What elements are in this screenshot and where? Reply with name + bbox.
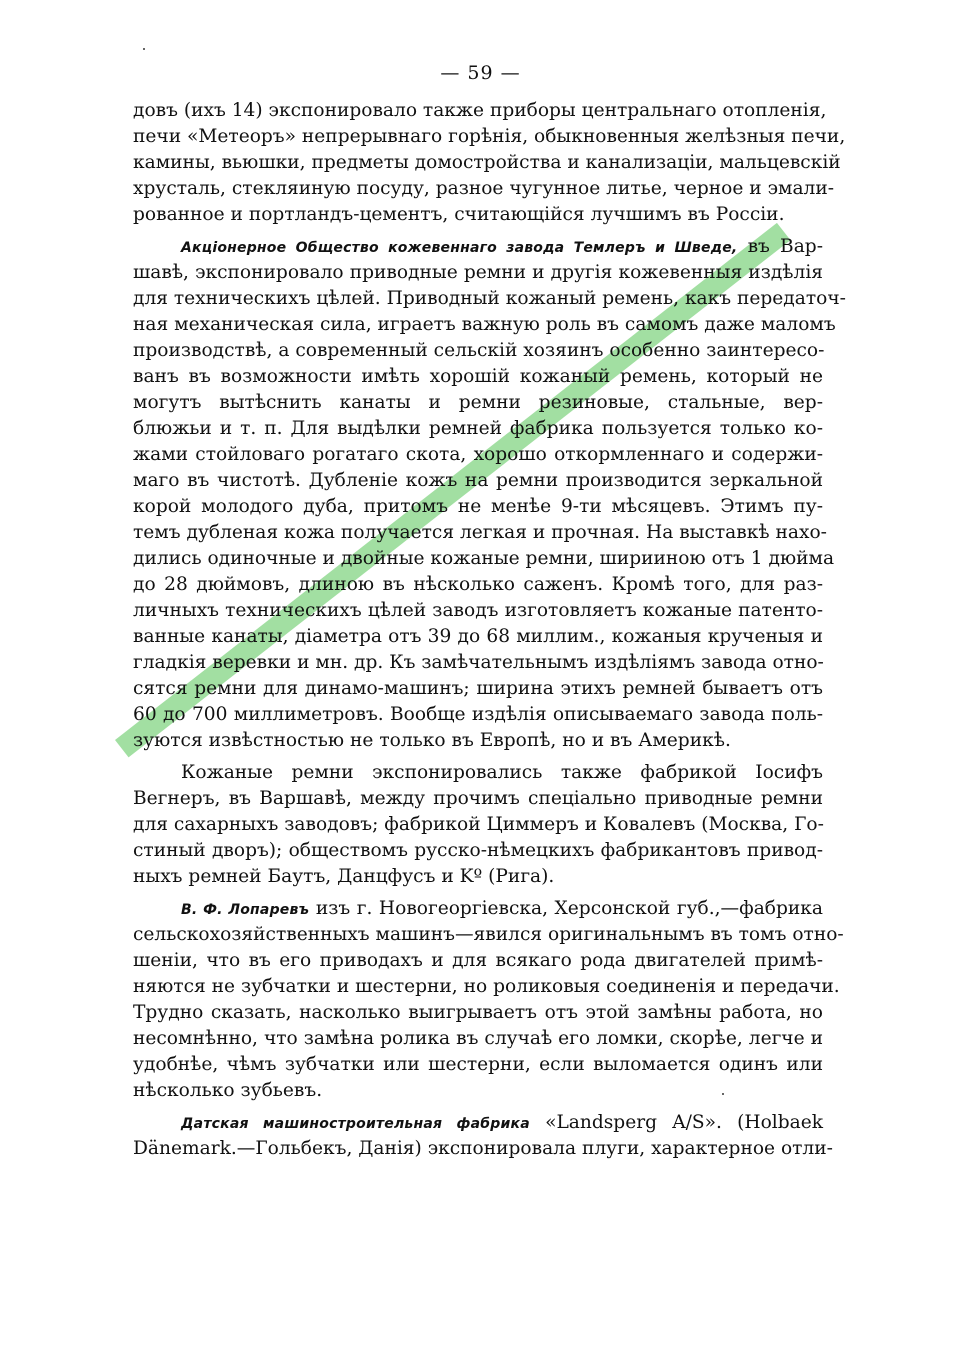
text-line: довъ (ихъ 14) экспонировало также приборы центральнаго отопленія, xyxy=(133,100,827,121)
line-text: «Landsperg A/S». (Holbaek xyxy=(545,1112,823,1133)
text-line: сятся ремни для динамо-машинъ; ширина этихъ ремней бываетъ отъ xyxy=(133,678,823,699)
text-line: производствѣ, а современный сельскій хозяинъ особенно заинтересо- xyxy=(133,340,825,361)
text-body xyxy=(133,98,846,1168)
text-line: темъ дубленая кожа получается легкая и прочная. На выставкѣ нахо- xyxy=(133,522,827,543)
text-line: для техническихъ цѣлей. Приводный кожаный ремень, какъ передаточ- xyxy=(133,288,846,309)
scan-speck xyxy=(143,48,145,50)
text-line xyxy=(133,234,823,260)
italic-lead: Акціонерное Общество кожевеннаго завода Темлеръ и Шведе, xyxy=(181,240,738,256)
text-line: Dänemark.—Гольбекъ, Данія) экспонировала плуги, характерное отли- xyxy=(133,1138,833,1159)
text-line: ванъ въ возможности имѣть хорошій кожаный ремень, который не xyxy=(133,366,823,387)
text-line: печи «Метеоръ» непрерывнаго горѣнія, обыкновенныя желѣзныя печи, xyxy=(133,126,846,147)
line-text: въ Вар- xyxy=(747,236,823,257)
paragraph xyxy=(133,896,844,1104)
text-line: ванные канаты, діаметра отъ 39 до 68 миллим., кожаныя крученыя и xyxy=(133,626,823,647)
text-line: жами стойловаго рогатаго скота, хорошо откормленнаго и содержи- xyxy=(133,444,823,465)
text-line: несомнѣнно, что замѣна ролика въ случаѣ его ломки, скорѣе, легче и xyxy=(133,1028,823,1049)
text-line: рованное и портландъ-цементъ, считающійся лучшимъ въ Россіи. xyxy=(133,204,785,225)
text-line: Вегнеръ, въ Варшавѣ, между прочимъ спеціально приводные ремни xyxy=(133,788,823,809)
text-line: удобнѣе, чѣмъ зубчатки или шестерни, если выломается одинъ или xyxy=(133,1054,823,1075)
text-line: шавѣ, экспонировало приводные ремни и другія кожевенныя издѣлія xyxy=(133,262,823,283)
text-line: стиный дворъ); обществомъ русско-нѣмецкихъ фабрикантовъ привод- xyxy=(133,840,823,861)
text-line xyxy=(133,896,823,922)
text-line: сельскохозяйственныхъ машинъ—явился оригинальнымъ въ томъ отно- xyxy=(133,924,844,945)
text-line: корой молодого дуба, притомъ не менѣе 9-ти мѣсяцевъ. Этимъ пу- xyxy=(133,496,823,517)
text-line: 60 до 700 миллиметровъ. Вообще издѣлія описываемаго завода поль- xyxy=(133,704,823,725)
text-line: нѣсколько зубьевъ. xyxy=(133,1080,323,1101)
text-line: зуются извѣстностью не только въ Европѣ, но и въ Америкѣ. xyxy=(133,730,731,751)
paragraph xyxy=(133,1110,833,1162)
page-number: — 59 — xyxy=(440,62,521,84)
paragraph xyxy=(133,760,823,890)
text-line: маго въ чистотѣ. Дубленіе кожъ на ремни производится зеркальной xyxy=(133,470,823,491)
paragraph xyxy=(133,234,846,754)
text-line: камины, вьюшки, предметы домостройства и канализаціи, мальцевскій xyxy=(133,152,841,173)
text-line: Трудно сказать, насколько выигрываетъ отъ этой замѣны работа, но xyxy=(133,1002,823,1023)
text-line: личныхъ техническихъ цѣлей заводъ изготовляетъ кожаные патенто- xyxy=(133,600,823,621)
text-line: блюжьи и т. п. Для выдѣлки ремней фабрика пользуется только ко- xyxy=(133,418,823,439)
text-line: ная механическая сила, играетъ важную роль въ самомъ даже маломъ xyxy=(133,314,836,335)
text-line: гладкія веревки и мн. др. Къ замѣчательнымъ издѣліямъ завода отно- xyxy=(133,652,824,673)
text-line: дились одиночные и двойные кожаные ремни, ширииною отъ 1 дюйма xyxy=(133,548,835,569)
text-line: для сахарныхъ заводовъ; фабрикой Циммеръ и Ковалевъ (Москва, Го- xyxy=(133,814,824,835)
text-line: ныхъ ремней Баутъ, Данцфусъ и Kº (Рига). xyxy=(133,866,555,887)
text-line: до 28 дюймовъ, длиною въ нѣсколько саженъ. Кромѣ того, для раз- xyxy=(133,574,823,595)
text-line: Кожаные ремни экспонировались также фабрикой Іосифъ xyxy=(181,762,823,783)
line-text: изъ г. Новогеоргіевска, Херсонской губ.,—фабрика xyxy=(315,898,823,919)
italic-lead: Датская машиностроительная фабрика xyxy=(181,1116,530,1132)
text-line xyxy=(133,1110,823,1136)
paragraph xyxy=(133,98,846,228)
text-line: хрусталь, стекляиную посуду, разное чугунное литье, черное и эмали- xyxy=(133,178,835,199)
italic-lead: В. Ф. Лопаревъ xyxy=(181,902,310,918)
text-line: шеніи, что въ его приводахъ и для всякаго рода двигателей примѣ- xyxy=(133,950,823,971)
text-line: няются не зубчатки и шестерни, но роликовыя соединенія и передачи. xyxy=(133,976,840,997)
text-line: могутъ вытѣснить канаты и ремни резиновые, стальные, вер- xyxy=(133,392,823,413)
